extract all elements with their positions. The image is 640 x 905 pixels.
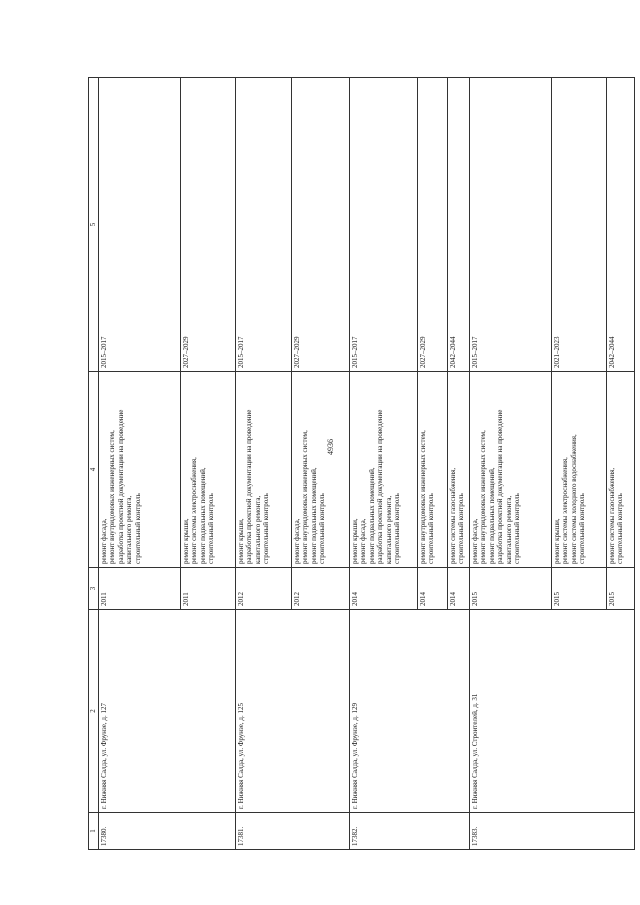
year-cell: 2014 — [417, 568, 447, 610]
period-cell: 2027–2029 — [180, 78, 235, 372]
works-cell: ремонт крыши, ремонт системы электроснабжения, ремонт подвальных помещений, строительный контроль — [180, 372, 235, 568]
period-cell: 2015–2017 — [235, 78, 291, 372]
period-cell: 2042–2044 — [447, 78, 469, 372]
year-cell: 2012 — [291, 568, 349, 610]
table-body — [98, 78, 634, 850]
works-cell: ремонт фасада, ремонт внутридомовых инженерных систем, разработка проектной документации на проведение капитального ремонта, строительный контроль — [98, 372, 180, 568]
period-cell: 2027–2029 — [417, 78, 447, 372]
address-cell: г. Нижняя Салда, ул. Строителей, д. 31 — [469, 610, 634, 813]
period-cell: 2015–2017 — [98, 78, 180, 372]
address-cell: г. Нижняя Салда, ул. Фрунзе, д. 127 — [98, 610, 235, 813]
header-row — [89, 78, 99, 850]
works-cell: ремонт внутридомовых инженерных систем, строительный контроль — [417, 372, 447, 568]
year-cell: 2012 — [235, 568, 291, 610]
address-cell: г. Нижняя Салда, ул. Фрунзе, д. 125 — [235, 610, 349, 813]
year-cell: 2015 — [469, 568, 551, 610]
row-number: 17382. — [349, 813, 469, 850]
rotated-table-wrapper — [88, 78, 624, 850]
works-cell: ремонт крыши, ремонт фасада, ремонт подвальных помещений, разработка проектной документации на проведение капитального ремонта, строительный контроль — [349, 372, 417, 568]
address-cell: г. Нижняя Салда, ул. Фрунзе, д. 129 — [349, 610, 469, 813]
header-col-3: 3 — [89, 568, 99, 610]
row-number: 17380. — [98, 813, 235, 850]
table-row — [235, 78, 291, 850]
capital-repair-table — [88, 77, 635, 850]
year-cell: 2014 — [447, 568, 469, 610]
period-cell: 2021–2023 — [551, 78, 606, 372]
year-cell: 2011 — [180, 568, 235, 610]
header-col-1: 1 — [89, 813, 99, 850]
table-row — [349, 78, 417, 850]
works-cell: ремонт системы газоснабжения, строительный контроль — [606, 372, 634, 568]
page-number: 4936 — [326, 439, 335, 455]
works-cell: ремонт системы газоснабжения, строительный контроль — [447, 372, 469, 568]
year-cell: 2014 — [349, 568, 417, 610]
row-number: 17381. — [235, 813, 349, 850]
year-cell: 2015 — [551, 568, 606, 610]
header-col-5: 5 — [89, 78, 99, 372]
period-cell: 2015–2017 — [349, 78, 417, 372]
header-col-2: 2 — [89, 610, 99, 813]
works-cell: ремонт крыши, разработка проектной документации на проведение капитального ремонта, строительный контроль — [235, 372, 291, 568]
period-cell: 2015–2017 — [469, 78, 551, 372]
works-cell: ремонт крыши, ремонт системы электроснабжения, ремонт системы холодного водоснабжения, строительный контроль — [551, 372, 606, 568]
works-cell: ремонт фасада, ремонт внутридомовых инженерных систем, ремонт подвальных помещений, строительный контроль — [291, 372, 349, 568]
period-cell: 2042–2044 — [606, 78, 634, 372]
table-row — [98, 78, 180, 850]
table-row — [469, 78, 551, 850]
period-cell: 2027–2029 — [291, 78, 349, 372]
year-cell: 2015 — [606, 568, 634, 610]
header-col-4: 4 — [89, 372, 99, 568]
year-cell: 2011 — [98, 568, 180, 610]
works-cell: ремонт фасада, ремонт внутридомовых инженерных систем, ремонт подвальных помещений, разработка проектной документации на проведение капитального ремонта, строительный контроль — [469, 372, 551, 568]
row-number: 17383. — [469, 813, 634, 850]
